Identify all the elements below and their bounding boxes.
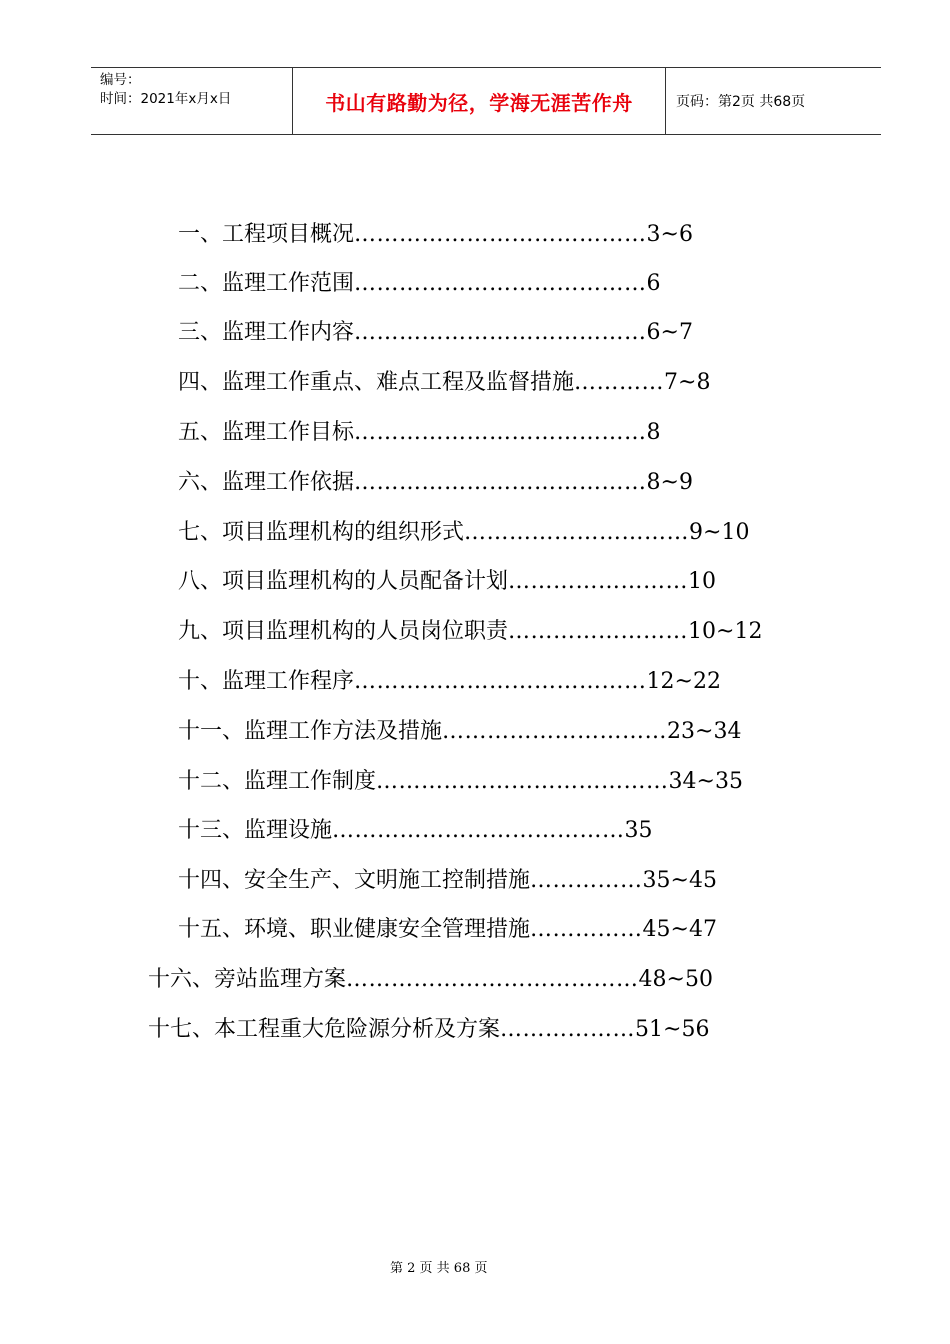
- toc-item[interactable]: [178, 617, 762, 647]
- toc-item-dots: ……………: [530, 917, 643, 942]
- toc-item-pages: 35: [624, 818, 653, 843]
- toc-item-title: 十、监理工作程序: [178, 669, 355, 694]
- toc-item[interactable]: [178, 567, 716, 597]
- toc-item-title: 三、监理工作内容: [178, 320, 355, 345]
- toc-item[interactable]: [178, 418, 661, 448]
- toc-item-dots: …………………………………: [354, 271, 647, 296]
- header-meta: [91, 68, 293, 134]
- toc-item-pages: 8: [646, 420, 661, 445]
- toc-item[interactable]: [178, 468, 693, 498]
- toc-item-title: 四、监理工作重点、难点工程及监督措施: [178, 370, 575, 395]
- toc-item-pages: 6~7: [646, 320, 693, 345]
- toc-item-dots: …………………………………: [354, 470, 647, 495]
- toc-item-dots: ……………: [530, 868, 643, 893]
- toc-item-dots: …………: [574, 370, 665, 395]
- toc-item[interactable]: [148, 1015, 709, 1045]
- toc-item-pages: 51~56: [635, 1017, 710, 1042]
- toc-item[interactable]: [178, 816, 653, 846]
- toc-item-pages: 9~10: [689, 520, 750, 545]
- toc-item[interactable]: [178, 269, 661, 299]
- toc-item-pages: 6: [646, 271, 661, 296]
- toc-item-dots: …………………………………: [346, 967, 639, 992]
- toc-item-title: 十五、环境、职业健康安全管理措施: [178, 917, 531, 942]
- toc-item-dots: …………………………………: [332, 818, 625, 843]
- toc-item-title: 一、工程项目概况: [178, 222, 355, 247]
- toc-item-title: 十一、监理工作方法及措施: [178, 719, 443, 744]
- toc-item[interactable]: [178, 915, 717, 945]
- toc-item-pages: 3~6: [646, 222, 693, 247]
- header-page-info: 页码：第2页 共68页: [676, 94, 806, 110]
- toc-item-title: 六、监理工作依据: [178, 470, 355, 495]
- document-time-label: 时间：2021年x月x日: [100, 91, 232, 107]
- toc-item-dots: ……………………: [508, 569, 689, 594]
- toc-item-dots: …………………………………: [354, 222, 647, 247]
- toc-item-pages: 8~9: [646, 470, 693, 495]
- toc-item-dots: …………………………………: [354, 320, 647, 345]
- toc-item-dots: …………………………: [442, 719, 668, 744]
- toc-item[interactable]: [178, 220, 693, 250]
- toc-item-pages: 10~12: [688, 619, 763, 644]
- toc-item[interactable]: [178, 518, 749, 548]
- toc-item-dots: …………………………………: [354, 669, 647, 694]
- toc-item-pages: 45~47: [642, 917, 717, 942]
- toc-item-dots: ………………: [500, 1017, 636, 1042]
- page-header: [91, 67, 881, 135]
- toc-item-pages: 10: [688, 569, 717, 594]
- toc-item-title: 二、监理工作范围: [178, 271, 355, 296]
- toc-item-title: 十七、本工程重大危险源分析及方案: [148, 1017, 501, 1042]
- toc-item[interactable]: [178, 667, 721, 697]
- toc-item-pages: 23~34: [667, 719, 742, 744]
- toc-item-title: 十四、安全生产、文明施工控制措施: [178, 868, 531, 893]
- toc-item-pages: 35~45: [642, 868, 717, 893]
- toc-item-dots: ……………………: [508, 619, 689, 644]
- page-footer: 第 2 页 共 68 页: [390, 1261, 488, 1276]
- toc-item[interactable]: [178, 767, 743, 797]
- toc-item-title: 八、项目监理机构的人员配备计划: [178, 569, 509, 594]
- document-number-label: 编号：: [100, 72, 141, 88]
- toc-item-title: 五、监理工作目标: [178, 420, 355, 445]
- toc-item-dots: …………………………: [464, 520, 690, 545]
- toc-item[interactable]: [178, 717, 741, 747]
- header-motto: 书山有路勤为径，学海无涯苦作舟: [293, 68, 666, 134]
- toc-item-dots: …………………………………: [376, 769, 669, 794]
- toc-item-pages: 12~22: [646, 669, 721, 694]
- toc-item[interactable]: [178, 866, 717, 896]
- toc-item-title: 十三、监理设施: [178, 818, 333, 843]
- toc-item[interactable]: [178, 318, 693, 348]
- toc-item-dots: …………………………………: [354, 420, 647, 445]
- toc-item-pages: 48~50: [638, 967, 713, 992]
- toc-item-title: 十六、旁站监理方案: [148, 967, 347, 992]
- toc-item-title: 十二、监理工作制度: [178, 769, 377, 794]
- toc-item[interactable]: [178, 368, 710, 398]
- toc-item[interactable]: [148, 965, 713, 995]
- toc-item-pages: 7~8: [664, 370, 711, 395]
- toc-item-pages: 34~35: [668, 769, 743, 794]
- toc-item-title: 七、项目监理机构的组织形式: [178, 520, 465, 545]
- toc-item-title: 九、项目监理机构的人员岗位职责: [178, 619, 509, 644]
